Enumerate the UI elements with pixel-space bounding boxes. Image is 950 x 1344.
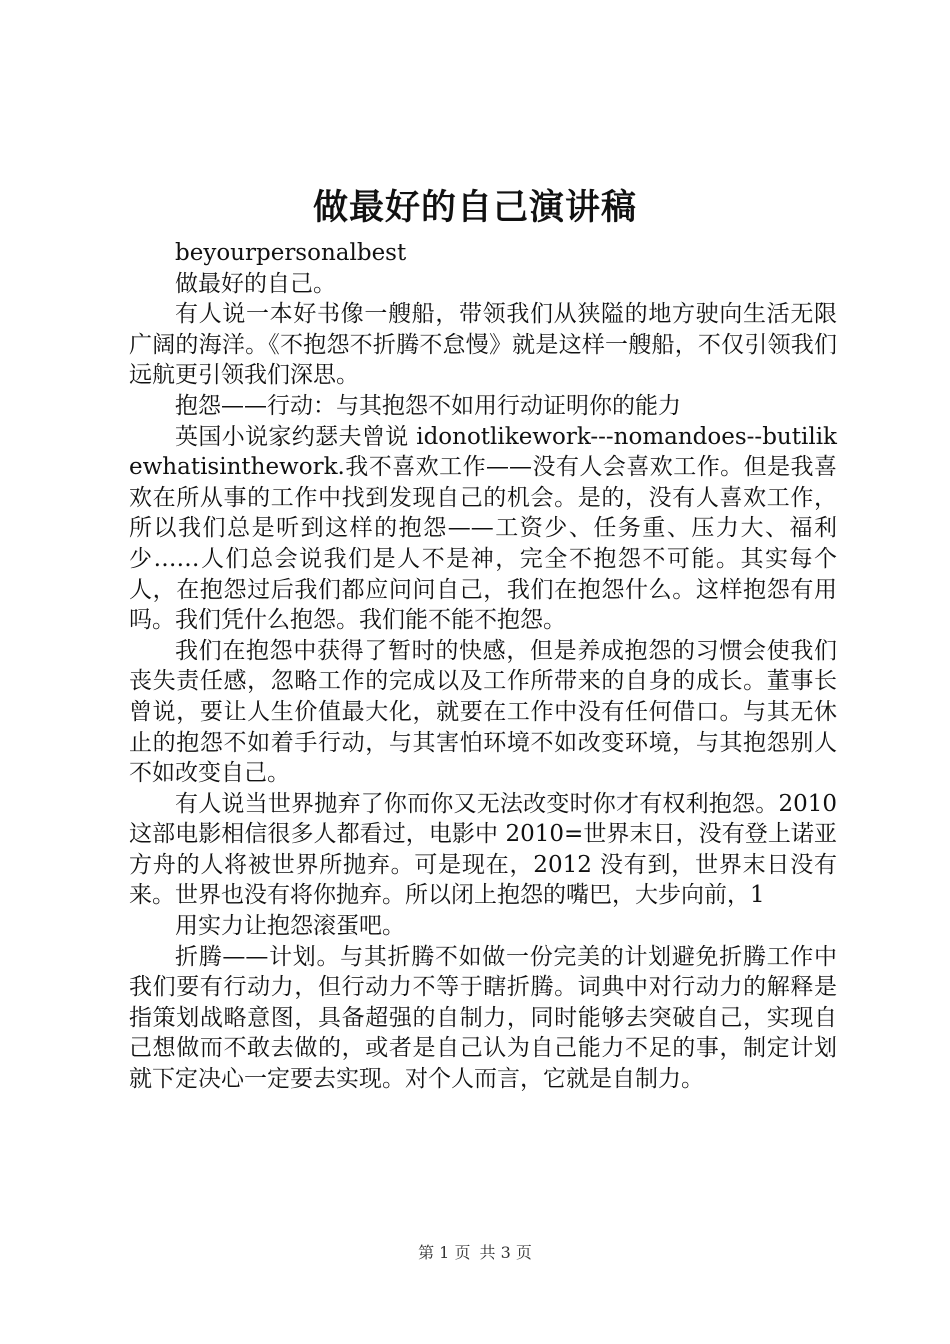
document-body — [129, 238, 837, 1095]
page-number: 第 1 页 — [418, 1243, 471, 1262]
document-title: 做最好的自己演讲稿 — [312, 187, 637, 228]
page-total: 共 3 页 — [479, 1243, 532, 1262]
page-footer — [0, 1240, 950, 1263]
paragraph: 有人说当世界抛弃了你而你又无法改变时你才有权利抱怨。2010 这部电影相信很多人都看过，电影中 2010=世界末日，没有登上诺亚方舟的人将被世界所抛弃。可是现在，2012 没有到，世界末日没有来。世界也没有将你抛弃。所以闭上抱怨的嘴巴，大步向前，1 — [129, 790, 837, 909]
paragraph: 抱怨——行动：与其抱怨不如用行动证明你的能力 — [175, 392, 681, 419]
paragraph: 折腾——计划。与其折腾不如做一份完美的计划避免折腾工作中我们要有行动力，但行动力不等于瞎折腾。词典中对行动力的解释是指策划战略意图，具备超强的自制力，同时能够去突破自己，实现自己想做而不敢去做的，或者是自己认为自己能力不足的事，制定计划就下定决心一定要去实现。对个人而言，它就是自制力。 — [129, 943, 837, 1093]
paragraph: 英国小说家约瑟夫曾说 idonotlikework---nomandoes--butilikewhatisinthework.我不喜欢工作——没有人会喜欢工作。但是我喜欢在所从事的工作中找到发现自己的机会。是的，没有人喜欢工作，所以我们总是听到这样的抱怨——工资少、任务重、压力大、福利少……人们总会说我们是人不是神，完全不抱怨不可能。其实每个人，在抱怨过后我们都应问问自己，我们在抱怨什么。这样抱怨有用吗。我们凭什么抱怨。我们能不能不抱怨。 — [129, 423, 837, 634]
paragraph: 有人说一本好书像一艘船，带领我们从狭隘的地方驶向生活无限广阔的海洋。《不抱怨不折腾不怠慢》就是这样一艘船，不仅引领我们远航更引领我们深思。 — [129, 301, 837, 389]
paragraph: 用实力让抱怨滚蛋吧。 — [175, 913, 405, 940]
paragraph: beyourpersonalbest — [175, 240, 407, 266]
paragraph: 做最好的自己。 — [175, 270, 336, 297]
paragraph: 我们在抱怨中获得了暂时的快感，但是养成抱怨的习惯会使我们丧失责任感，忽略工作的完成以及工作所带来的自身的成长。董事长曾说，要让人生价值最大化，就要在工作中没有任何借口。与其无休止的抱怨不如着手行动，与其害怕环境不如改变环境，与其抱怨别人不如改变自己。 — [129, 637, 837, 787]
